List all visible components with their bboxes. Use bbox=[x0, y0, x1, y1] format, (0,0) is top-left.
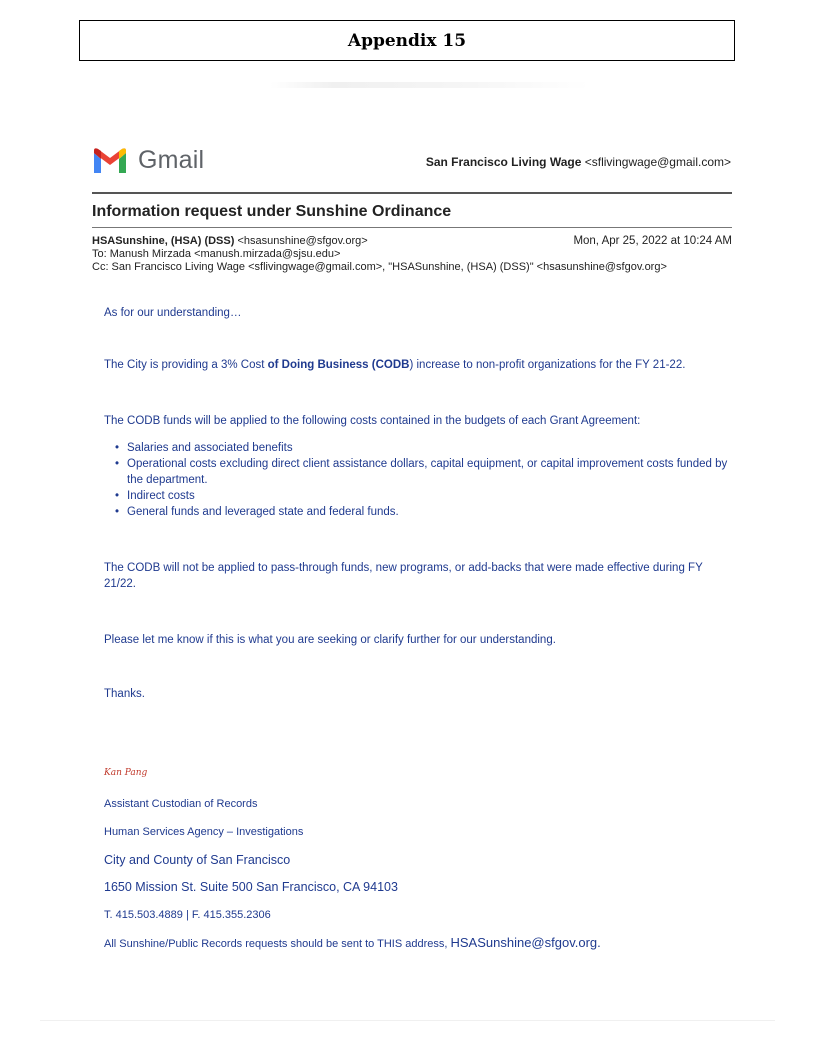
body-paragraph-4: The CODB will not be applied to pass-through funds, new programs, or add-backs that were made effective during FY 21/22. bbox=[104, 562, 703, 590]
signature-phone: T. 415.503.4889 | F. 415.355.2306 bbox=[104, 909, 271, 921]
account-email: <sflivingwage@gmail.com> bbox=[584, 155, 731, 169]
sender-name: HSASunshine, (HSA) (DSS) bbox=[92, 235, 235, 247]
list-item: • Salaries and associated benefits bbox=[115, 440, 735, 456]
appendix-title: Appendix 15 bbox=[347, 30, 467, 51]
email-subject: Information request under Sunshine Ordinance bbox=[92, 203, 452, 220]
body-paragraph-6: Thanks. bbox=[104, 688, 145, 700]
email-cc: Cc: San Francisco Living Wage <sflivingwage@gmail.com>, "HSASunshine, (HSA) (DSS)" <hsasunshine@sfgov.org> bbox=[92, 261, 667, 273]
list-item: • Indirect costs bbox=[115, 488, 735, 504]
account-name: San Francisco Living Wage bbox=[425, 155, 582, 169]
cost-list bbox=[115, 440, 735, 520]
sender-email: <hsasunshine@sfgov.org> bbox=[234, 235, 368, 247]
divider-subject bbox=[92, 227, 732, 228]
list-item: • General funds and leveraged state and federal funds. bbox=[115, 504, 735, 520]
email-date: Mon, Apr 25, 2022 at 10:24 AM bbox=[573, 235, 732, 247]
body-paragraph-1: As for our understanding… bbox=[104, 307, 242, 319]
p2-text-end: ) increase to non-profit organizations for the FY 21-22. bbox=[409, 359, 686, 371]
signature-note-text: All Sunshine/Public Records requests should be sent to THIS address, bbox=[104, 938, 451, 950]
signature-org: City and County of San Francisco bbox=[104, 853, 291, 867]
signature-note bbox=[104, 935, 601, 950]
divider-top bbox=[92, 192, 732, 194]
gmail-logo bbox=[92, 146, 204, 175]
p2-text-start: The City is providing a 3% Cost bbox=[104, 359, 268, 371]
email-from bbox=[92, 235, 368, 248]
body-paragraph-5: Please let me know if this is what you are seeking or clarify further for our understanding. bbox=[104, 634, 556, 646]
p2-text-bold: of Doing Business (CODB bbox=[267, 359, 410, 371]
page-bottom-edge bbox=[40, 1020, 775, 1021]
scan-artifact bbox=[270, 82, 590, 88]
signature-title: Assistant Custodian of Records bbox=[104, 798, 258, 810]
body-paragraph-3: The CODB funds will be applied to the following costs contained in the budgets of each Grant Agreement: bbox=[104, 415, 641, 427]
appendix-header bbox=[79, 20, 735, 61]
body-paragraph-2 bbox=[104, 357, 685, 373]
email-to: To: Manush Mirzada <manush.mirzada@sjsu.edu> bbox=[92, 248, 341, 260]
signature-address: 1650 Mission St. Suite 500 San Francisco, CA 94103 bbox=[104, 880, 398, 894]
signature-name: Kan Pang bbox=[104, 768, 148, 778]
gmail-wordmark: Gmail bbox=[138, 146, 205, 174]
account-info bbox=[426, 155, 731, 169]
gmail-m-icon bbox=[92, 147, 128, 175]
list-item: • Operational costs excluding direct client assistance dollars, capital equipment, or capital improvement costs funded by the department. bbox=[115, 456, 735, 488]
signature-department: Human Services Agency – Investigations bbox=[104, 826, 304, 838]
signature-email-link[interactable]: HSASunshine@sfgov.org. bbox=[450, 935, 601, 950]
